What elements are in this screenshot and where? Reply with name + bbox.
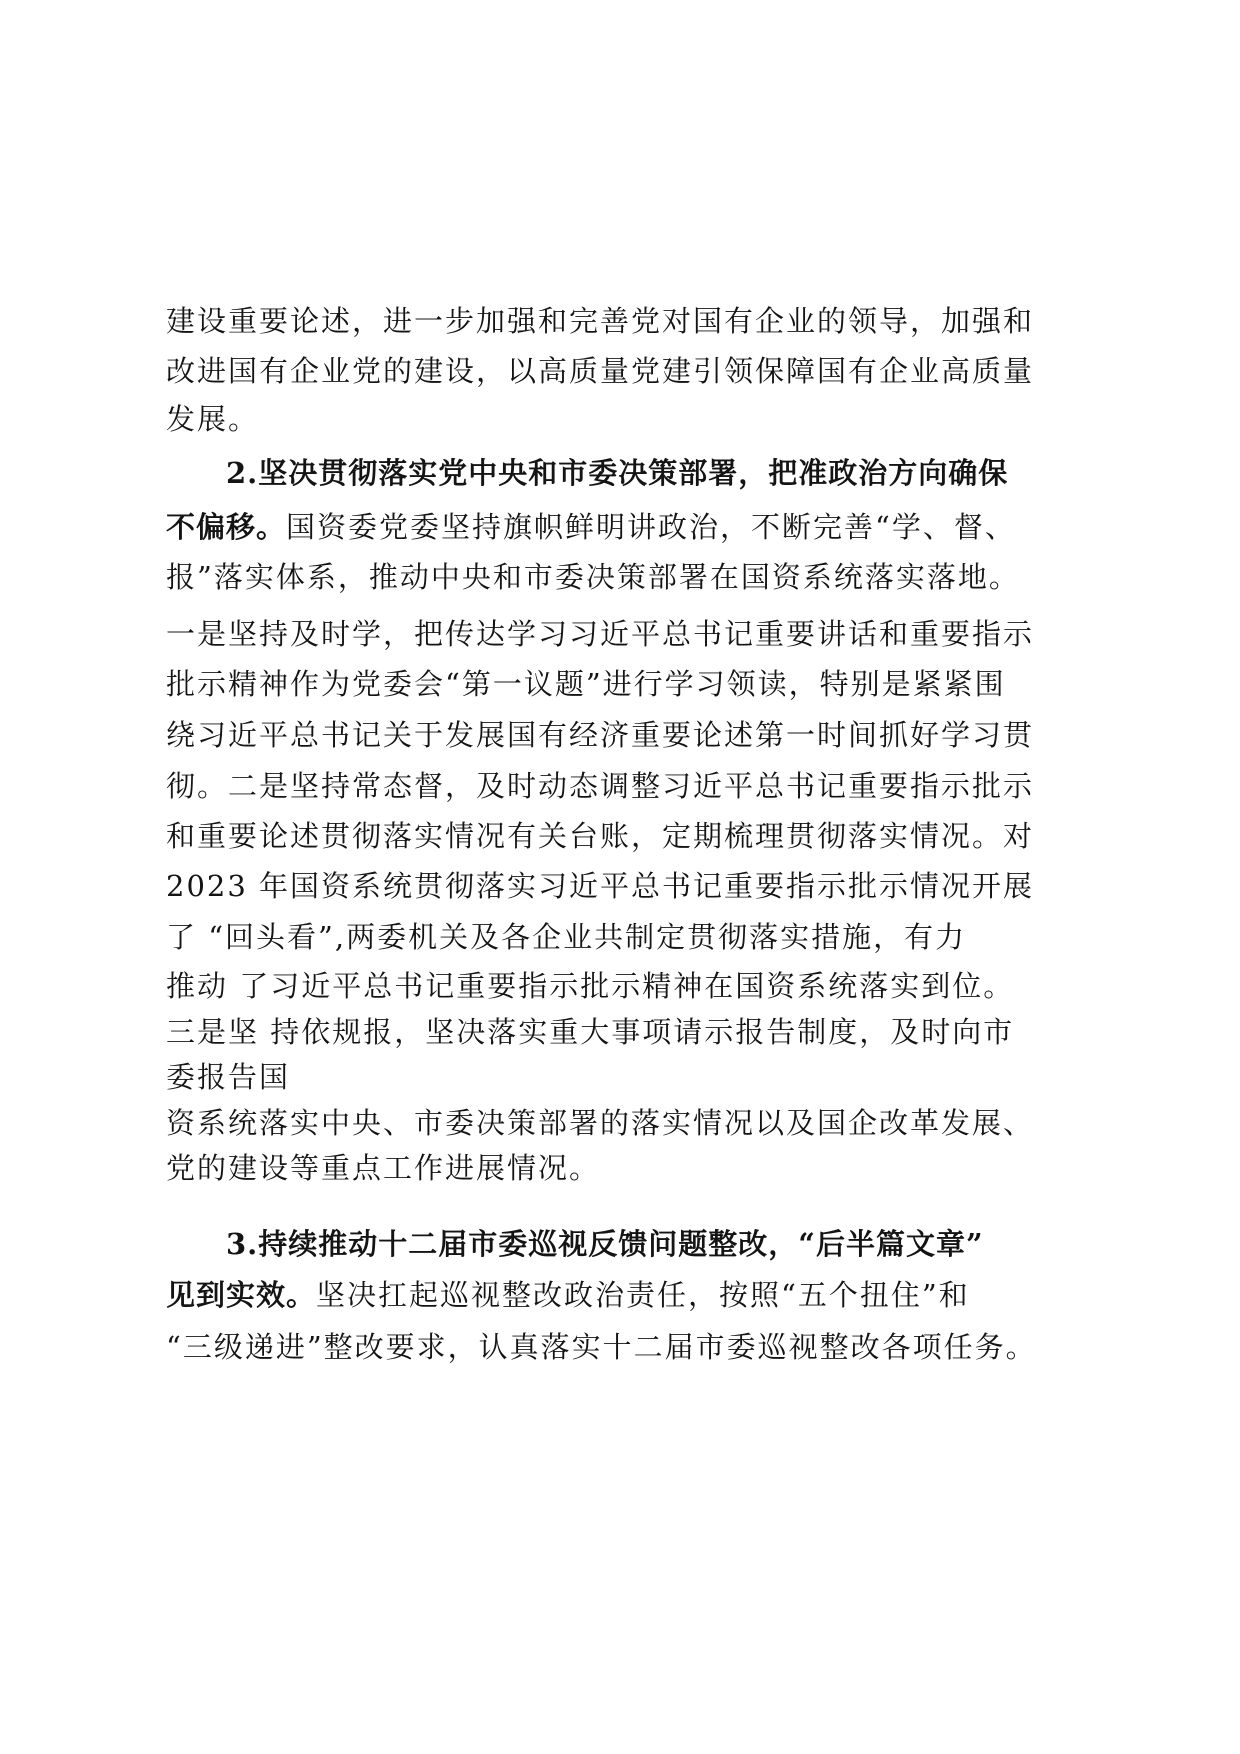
body-text-line: [166, 769, 1035, 803]
body-text-line: [166, 617, 1035, 651]
body-text-line: [166, 969, 1015, 1003]
body-text-line: [166, 1151, 601, 1185]
section-heading-3: [226, 1227, 984, 1261]
body-text-line: [166, 560, 1020, 594]
text-run: 一是坚持及时学，把传达学习习近平总书记重要讲话和重要指示: [166, 617, 1035, 651]
text-run: 建设重要论述，进一步加强和完善党对国有企业的领导，加强和: [166, 304, 1035, 338]
body-text-line: [166, 1278, 970, 1312]
text-run: 坚决扛起巡视整改政治责任，按照“五个扭住”和: [316, 1278, 970, 1312]
body-text-line: [166, 1330, 1037, 1364]
text-run: 发展。: [166, 402, 260, 436]
text-run: 国资委党委坚持旗帜鲜明讲政治，不断完善“学、督、: [286, 510, 1016, 544]
body-text-line: [166, 667, 1006, 701]
text-run: 党的建设等重点工作进展情况。: [166, 1151, 601, 1185]
text-run: 彻。二是坚持常态督，及时动态调整习近平总书记重要指示批示: [166, 769, 1035, 803]
text-run: “三级递进”整改要求，认真落实十二届市委巡视整改各项任务。: [166, 1330, 1037, 1364]
text-run: 三是坚 持依规报，坚决落实重大事项请示报告制度，及时向市: [166, 1015, 1015, 1049]
body-text-line: [166, 869, 1035, 903]
body-text-line: [166, 1060, 291, 1094]
heading-text-continued: 不偏移。: [166, 510, 287, 544]
body-text-line: [166, 819, 1035, 853]
body-text-line: [166, 304, 1035, 338]
heading-text: 2.坚决贯彻落实党中央和市委决策部署，把准政治方向确保: [226, 456, 1009, 490]
body-text-line: [166, 402, 260, 436]
body-text-line: [166, 354, 1035, 388]
text-run: 委报告国: [166, 1060, 291, 1094]
body-text-line: [166, 1015, 1015, 1049]
text-run: 了 “回头看”,两委机关及各企业共制定贯彻落实措施，有力: [166, 920, 967, 954]
text-run: 资系统落实中央、市委决策部署的落实情况以及国企改革发展、: [166, 1106, 1035, 1140]
body-text-line: [166, 510, 1016, 544]
heading-text-continued: 见到实效。: [166, 1278, 317, 1312]
text-run: 批示精神作为党委会“第一议题”进行学习领读，特别是紧紧围: [166, 667, 1006, 701]
body-text-line: [166, 920, 967, 954]
section-heading-2: [226, 456, 1009, 490]
text-run: 绕习近平总书记关于发展国有经济重要论述第一时间抓好学习贯: [166, 718, 1035, 752]
text-run: 改进国有企业党的建设，以高质量党建引领保障国有企业高质量: [166, 354, 1035, 388]
text-run: 推动 了习近平总书记重要指示批示精神在国资系统落实到位。: [166, 969, 1015, 1003]
heading-text: 3.持续推动十二届市委巡视反馈问题整改，“后半篇文章”: [226, 1227, 984, 1261]
text-run: 和重要论述贯彻落实情况有关台账，定期梳理贯彻落实情况。对: [166, 819, 1035, 853]
body-text-line: [166, 1106, 1035, 1140]
body-text-line: [166, 718, 1035, 752]
text-run: 报”落实体系，推动中央和市委决策部署在国资系统落实落地。: [166, 560, 1020, 594]
text-run: 2023 年国资系统贯彻落实习近平总书记重要指示批示情况开展: [166, 869, 1035, 903]
